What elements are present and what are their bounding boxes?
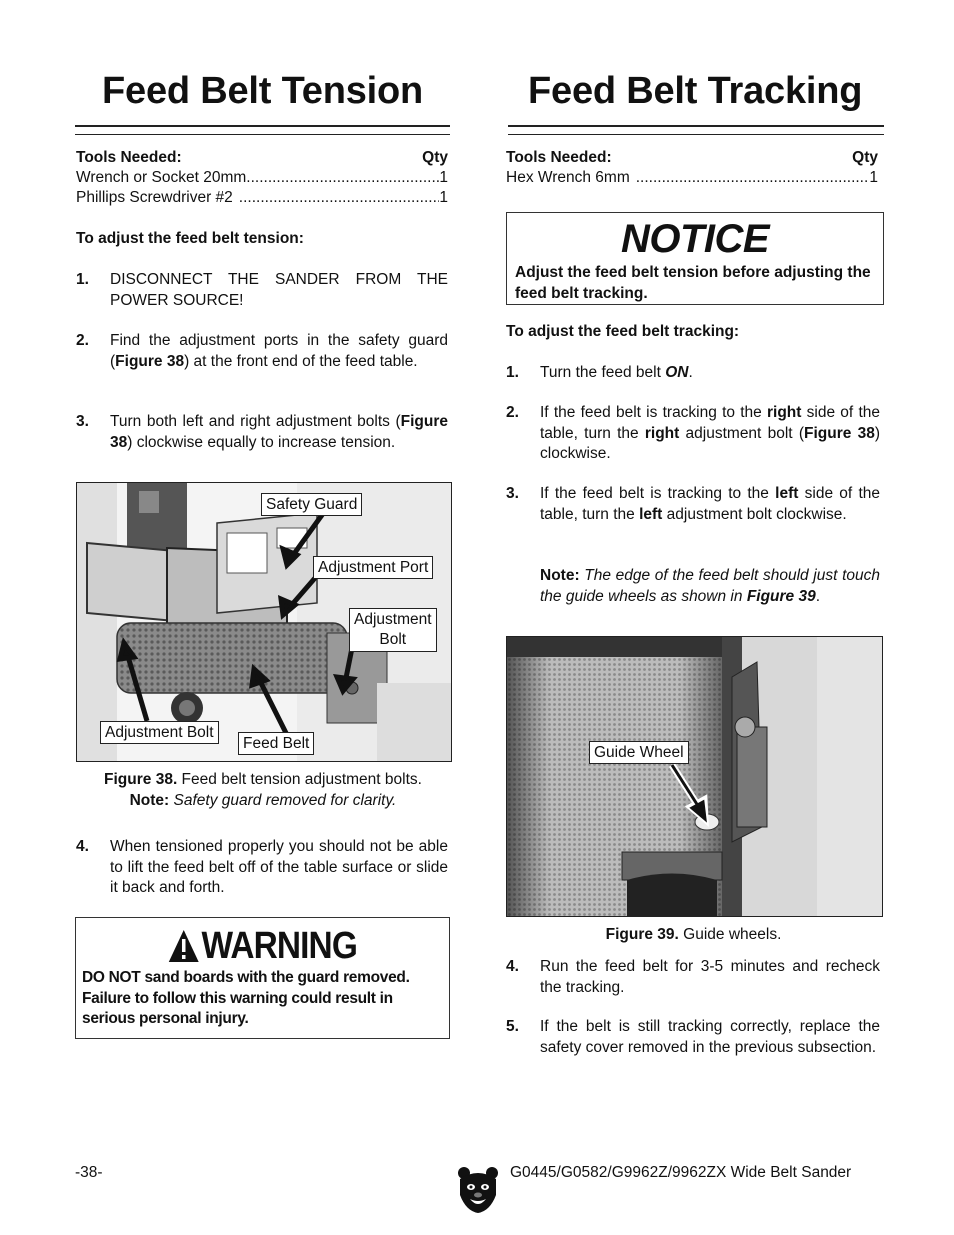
right-step-1: 1. Turn the feed belt ON.	[506, 364, 693, 381]
tool-qty: 1	[869, 169, 878, 186]
callout-guide-wheel: Guide Wheel	[589, 741, 689, 764]
callout-safety-guard: Safety Guard	[261, 493, 362, 516]
left-tools-list	[76, 148, 448, 208]
left-step-1: 1. DISCONNECT THE SANDER FROM THE POWER SOURCE!	[76, 271, 448, 309]
tool-name: Hex Wrench 6mm	[506, 169, 630, 186]
left-title: Feed Belt Tension	[102, 70, 424, 112]
left-step-4: 4. When tensioned properly you should not be able to lift the feed belt off of the table surface or slide it back and forth.	[76, 838, 448, 896]
figure-39-caption: Figure 39. Guide wheels.	[605, 926, 782, 943]
bear-logo-icon	[456, 1165, 500, 1215]
left-title-rule-2	[75, 134, 450, 135]
left-title-rule-1	[75, 125, 450, 127]
figure-38-caption: Figure 38. Feed belt tension adjustment bolts. Note: Safety guard removed for clarity.	[104, 771, 422, 809]
callout-adjustment-bolt-left: Adjustment Bolt	[100, 721, 219, 744]
left-step-2: 2. Find the adjustment ports in the safety guard (Figure 38) at the front end of the feed table.	[76, 332, 448, 370]
tool-qty: 1	[439, 189, 448, 206]
right-tools-list	[506, 148, 878, 188]
page-number: -38-	[75, 1164, 103, 1181]
right-title-rule-1	[508, 125, 884, 127]
callout-adjustment-port: Adjustment Port	[313, 556, 433, 579]
right-title-rule-2	[508, 134, 884, 135]
left-intro: To adjust the feed belt tension:	[76, 230, 304, 247]
qty-header: Qty	[852, 149, 878, 166]
warning-title: WARNING	[98, 924, 426, 968]
right-step-3: 3. If the feed belt is tracking to the left side of the table, turn the left adjustment bolt clockwise.	[506, 485, 881, 523]
guide-wheel-photo-illustration	[507, 637, 882, 916]
notice-text: Adjust the feed belt tension before adjusting the feed belt tracking.	[515, 264, 871, 302]
left-step-3: 3. Turn both left and right adjustment bolts (Figure 38) clockwise equally to increase tension.	[76, 413, 448, 451]
right-note: Note: The edge of the feed belt should just touch the guide wheels as shown in Figure 39.	[540, 567, 880, 605]
right-intro: To adjust the feed belt tracking:	[506, 323, 740, 340]
tools-header: Tools Needed:	[76, 149, 182, 166]
tool-qty: 1	[439, 169, 448, 186]
right-step-2: 2. If the feed belt is tracking to the right side of the table, turn the right adjustment bolt (Figure 38) clockwise.	[506, 404, 880, 462]
right-step-4: 4. Run the feed belt for 3-5 minutes and recheck the tracking.	[506, 958, 880, 996]
notice-box	[506, 212, 884, 305]
warning-triangle-icon	[168, 929, 200, 963]
right-step-5: 5. If the belt is still tracking correctly, replace the safety cover removed in the previous subsection.	[506, 1018, 880, 1056]
callout-feed-belt: Feed Belt	[238, 732, 314, 755]
callout-adjustment-bolt-right: Adjustment Bolt	[349, 608, 437, 652]
qty-header: Qty	[422, 149, 448, 166]
warning-box	[75, 917, 450, 1039]
notice-title: NOTICE	[620, 217, 770, 261]
tool-name: Wrench or Socket 20mm	[76, 169, 247, 186]
warning-text: DO NOT sand boards with the guard removed. Failure to follow this warning could result in serious personal injury.	[82, 969, 410, 1027]
tools-header: Tools Needed:	[506, 149, 612, 166]
right-title: Feed Belt Tracking	[528, 70, 863, 112]
footer-model: G0445/G0582/G9962Z/9962ZX Wide Belt Sander	[510, 1164, 852, 1181]
figure-39-photo	[506, 636, 883, 917]
figure-38-photo	[76, 482, 452, 762]
tool-name: Phillips Screwdriver #2	[76, 189, 233, 206]
